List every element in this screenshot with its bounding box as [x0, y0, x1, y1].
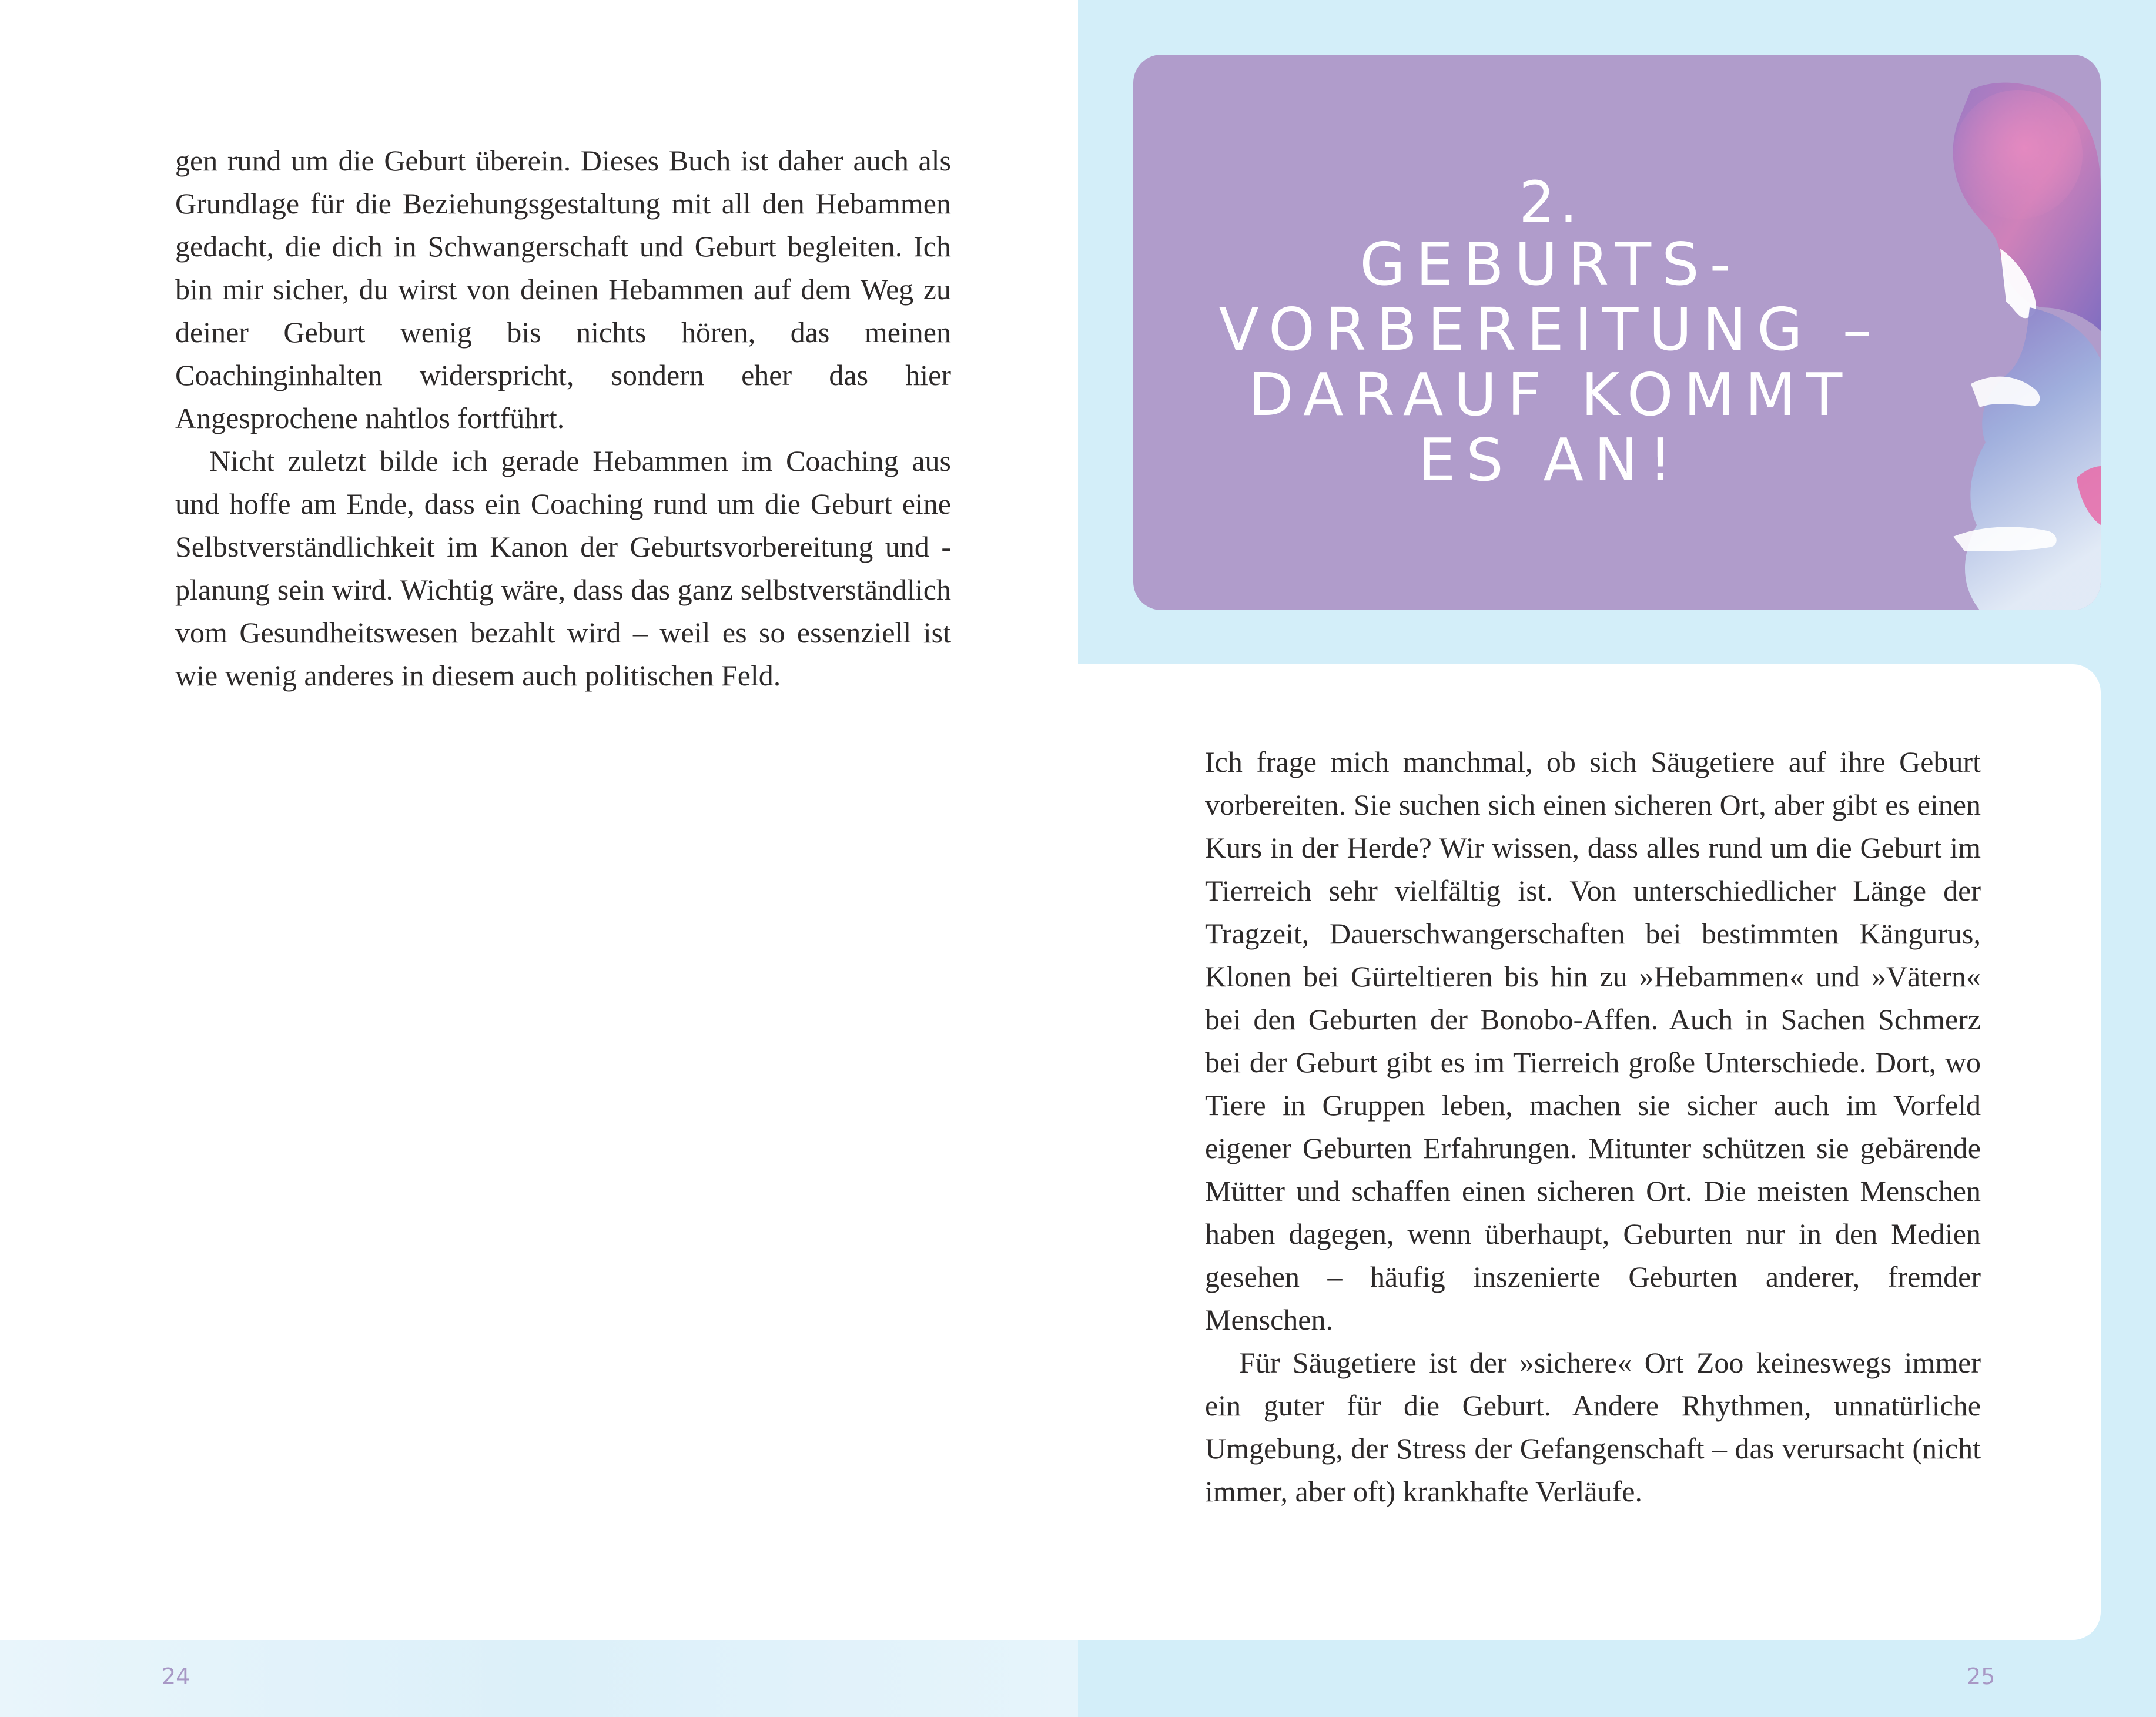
page-number-right: 25 [1967, 1664, 1996, 1689]
left-page-body [175, 139, 951, 697]
chapter-number: 2. [1519, 169, 1582, 235]
right-page-body [1205, 741, 1981, 1513]
chapter-title-line-4: ES AN! [1418, 425, 1683, 494]
chapter-heading-box [1133, 55, 2101, 610]
chapter-title-line-3: DARAUF KOMMT [1248, 360, 1853, 429]
left-paragraph-2: Nicht zuletzt bilde ich gerade Hebammen im Coaching aus und hoffe am Ende, dass ein Coaching rund um die Geburt eine Selbstverständlichkeit im Kanon der Geburtsvorbereitung und -planung sein wird. Wichtig wäre, dass das ganz selbstverständlich vom Gesundheitswesen bezahlt wird – weil es so essenziell ist wie wenig anderes in diesem auch politischen Feld. [175, 444, 951, 692]
page-number-left: 24 [162, 1664, 190, 1689]
left-paragraph-1: gen rund um die Geburt überein. Dieses Buch ist daher auch als Grundlage für die Beziehungsgestaltung mit all den Hebammen gedacht, die dich in Schwangerschaft und Geburt begleiten. Ich bin mir sicher, du wirst von deinen Hebammen auf dem Weg zu deiner Geburt wenig bis nichts hören, das meinen Coachinginhalten widerspricht, sondern eher das hier Angesprochene nahtlos fortführt. [175, 144, 951, 434]
chapter-title [1133, 55, 1968, 610]
chapter-title-line-2: VORBEREITUNG – [1218, 294, 1883, 364]
pregnant-woman-watercolor-illustration [1883, 55, 2101, 610]
right-paragraph-2: Für Säugetiere ist der »sichere« Ort Zoo keineswegs immer ein guter für die Geburt. Andere Rhythmen, unnatürliche Umgebung, der Stress der Gefangenschaft – das verursacht (nicht immer, aber oft) krankhafte Verläufe. [1205, 1346, 1981, 1508]
right-paragraph-1: Ich frage mich manchmal, ob sich Säugetiere auf ihre Geburt vorbereiten. Sie suchen sich einen sicheren Ort, aber gibt es einen Kurs in der Herde? Wir wissen, dass alles rund um die Geburt im Tierreich sehr vielfältig ist. Von unterschiedlicher Länge der Tragzeit, Dauerschwangerschaften bei bestimmten Kängurus, Klonen bei Gürteltieren bis hin zu »Hebammen« und »Vätern« bei den Geburten der Bonobo-Affen. Auch in Sachen Schmerz bei der Geburt gibt es im Tierreich große Unterschiede. Dort, wo Tiere in Gruppen leben, machen sie sicher auch im Vorfeld eigener Geburten Erfahrungen. Mitunter schützen sie gebärende Mütter und schaffen einen sicheren Ort. Die meisten Menschen haben dagegen, wenn überhaupt, Geburten nur in den Medien gesehen – häufig inszenierte Geburten anderer, fremder Menschen. [1205, 745, 1981, 1336]
chapter-title-line-1: GEBURTS- [1360, 229, 1742, 299]
